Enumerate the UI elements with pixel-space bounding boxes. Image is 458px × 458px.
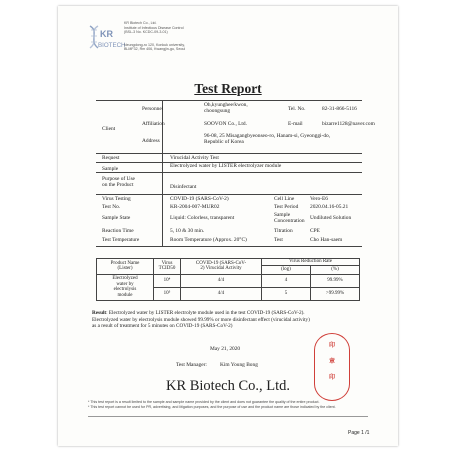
company-name-large: KR Biotech Co., Ltd. xyxy=(165,378,291,394)
address-label: Address xyxy=(142,138,160,144)
personnel-label: Personnel xyxy=(142,106,164,112)
titration-label: Titration xyxy=(274,228,293,234)
header-facility: (BSL-3 No. KCDC-09-3-01) xyxy=(124,30,168,35)
row-1-log: 4 xyxy=(262,274,311,287)
concentration-label-1: Sample xyxy=(274,212,291,218)
table-top-rule xyxy=(96,100,362,101)
header-info xyxy=(124,21,185,52)
header-address-2: BLMF32, Rm 406, Kwangjin-gu, Seoul xyxy=(124,47,186,52)
header-company: KR Biotech Co., Ltd. xyxy=(124,21,157,25)
personnel-value-1: Oh,kyunghee/kwon, xyxy=(204,102,248,108)
tester-label: Test xyxy=(274,237,283,243)
dna-icon xyxy=(86,24,126,54)
cell-line-value: Vero-E6 xyxy=(310,196,328,202)
report-title: Test Report xyxy=(194,81,262,96)
virus-label: Virus Testing xyxy=(102,196,131,202)
table-row xyxy=(97,274,360,287)
email-label: E-mail xyxy=(288,121,303,127)
header-product-1: Product Name xyxy=(110,260,140,266)
row-2-log: 5 xyxy=(262,287,311,300)
address-value xyxy=(204,133,330,145)
header-activity xyxy=(181,259,262,275)
header-institute: Institute of Infectious Disease Control xyxy=(124,25,184,30)
header-activity-1: COVID-19 (SARS-CoV- xyxy=(195,260,247,266)
footer-divider xyxy=(88,416,368,417)
header-log: (log) xyxy=(262,265,311,274)
report-page xyxy=(58,6,398,446)
purpose-label-2: on the Product xyxy=(102,182,134,188)
header-address-1: Neungdong-ro 120, Konkuk university, xyxy=(124,42,185,47)
report-date: May 21, 2020 xyxy=(210,346,241,352)
request-label: Request xyxy=(102,155,120,161)
row-label-4: module xyxy=(117,292,133,298)
reaction-time-value: 5, 10 & 30 min. xyxy=(170,228,205,234)
details-bottom-rule xyxy=(96,246,362,247)
sample-value: Electrolyzed water by LISTER electrolyzer module xyxy=(170,163,282,169)
header-product-2: (Lister) xyxy=(117,266,133,272)
result-paragraph xyxy=(92,310,310,330)
test-period-label: Test Period xyxy=(274,204,299,210)
titration-value: CPE xyxy=(310,228,320,234)
address-value-2: Republic of Korea xyxy=(204,139,244,145)
temperature-label: Test Temperature xyxy=(102,237,140,243)
purpose-value: Disinfectant xyxy=(170,184,197,190)
logo-biotech-text: BIOTECH xyxy=(98,42,126,49)
row-2-pct: >99.99% xyxy=(311,287,360,300)
test-no-value: KR-2004-007-MUR02 xyxy=(170,204,220,210)
row-1-titer: 10⁴ xyxy=(154,274,181,287)
header-virus xyxy=(154,259,181,275)
row-label-2: water by xyxy=(116,281,134,287)
header-virus-2: TCID50 xyxy=(158,266,176,272)
disclaimer-line-2: * This test report cannot be used for PR, advertising, and litigation purposes, and the purpose of use and the product name are those indicated by the client. xyxy=(88,404,336,409)
row-2-activity: 4/4 xyxy=(181,287,262,300)
concentration-label-2: Concentration xyxy=(274,218,305,224)
row-1-pct: 99.99% xyxy=(311,274,360,287)
sample-state-value: Liquid: Colorless, transparent xyxy=(170,215,235,221)
concentration-label xyxy=(274,212,305,224)
disclaimer-line-1: * This test report is a result limited to the sample and sample name provided by the client and does not guarantee the quality of the entire product. xyxy=(88,400,320,404)
result-line-2: Electrolyzed water by electrolysis module showed 99.99% or more disinfectant effect (virucidal activity) xyxy=(92,316,310,323)
row-product-name xyxy=(97,274,154,300)
results-header-row xyxy=(97,259,360,266)
header-activity-2: 2) Virucidal Activity xyxy=(200,266,242,272)
personnel-value xyxy=(204,102,248,114)
results-table xyxy=(96,258,360,301)
reaction-time-label: Reaction Time xyxy=(102,228,134,234)
email-value: bizarre1128@naver.com xyxy=(322,121,375,127)
page-number: Page 1 /1 xyxy=(348,430,370,436)
row-1-activity: 4/4 xyxy=(181,274,262,287)
affiliation-value: SOOVON Co., Ltd. xyxy=(204,121,247,127)
logo-kr-text: KR xyxy=(100,29,113,39)
test-no-label: Test No. xyxy=(102,204,121,210)
purpose-bottom-rule xyxy=(96,194,362,195)
company-logo xyxy=(86,24,126,54)
virus-value: COVID-19 (SARS-CoV-2) xyxy=(170,196,229,202)
address-value-1: 96-08, 25 Misagangbyeonseo-ro, Hanam-si, Gyeonggi-do, xyxy=(204,133,331,139)
sample-bottom-rule xyxy=(96,172,362,173)
test-period-value: 2020.04.16-05.21 xyxy=(310,204,349,210)
sample-label: Sample xyxy=(102,166,119,172)
tel-value: 82-31-866-5116 xyxy=(322,106,357,112)
affiliation-label: Affiliation xyxy=(142,121,165,127)
request-value: Virucidal Activity Test xyxy=(170,155,219,161)
purpose-label xyxy=(102,176,135,188)
result-label: Result xyxy=(92,310,107,316)
client-label: Client xyxy=(102,126,116,132)
row-label-3: electrolysis xyxy=(113,287,137,293)
result-line-1: : Electrolyzed water by LISTER electrolyte module used in the test COVID-19 (SARS-CoV-2). xyxy=(106,310,305,316)
tester-value: Cho Han-saem xyxy=(310,237,343,243)
header-pct: (%) xyxy=(311,265,360,274)
concentration-value: Undiluted Solution xyxy=(310,215,352,221)
disclaimer xyxy=(88,400,336,409)
header-reduction: Virus Reduction Rate xyxy=(262,259,360,266)
row-label-1: Electrolyzed xyxy=(112,275,138,281)
official-seal-stamp: 印 章 印 xyxy=(314,333,350,401)
test-manager-name: Kim Young Bong xyxy=(220,362,258,368)
client-bottom-rule xyxy=(96,153,362,154)
result-line-3: as a result of treatment for 5 minutes on COVID-19 (SARS-CoV-2) xyxy=(92,323,233,330)
temperature-value: Room Temperature (Approx. 20°C) xyxy=(170,237,247,243)
sample-state-label: Sample State xyxy=(102,215,131,221)
personnel-value-2: choongsung xyxy=(204,108,231,114)
cell-line-label: Cell Line xyxy=(274,196,295,202)
purpose-label-1: Purpose of Use xyxy=(102,176,135,182)
tel-label: Tel. No. xyxy=(288,106,306,112)
header-product xyxy=(97,259,154,275)
test-manager-label: Test Manager: xyxy=(176,362,207,368)
header-virus-1: Virus xyxy=(161,260,173,266)
row-2-titer: 10⁵ xyxy=(154,287,181,300)
